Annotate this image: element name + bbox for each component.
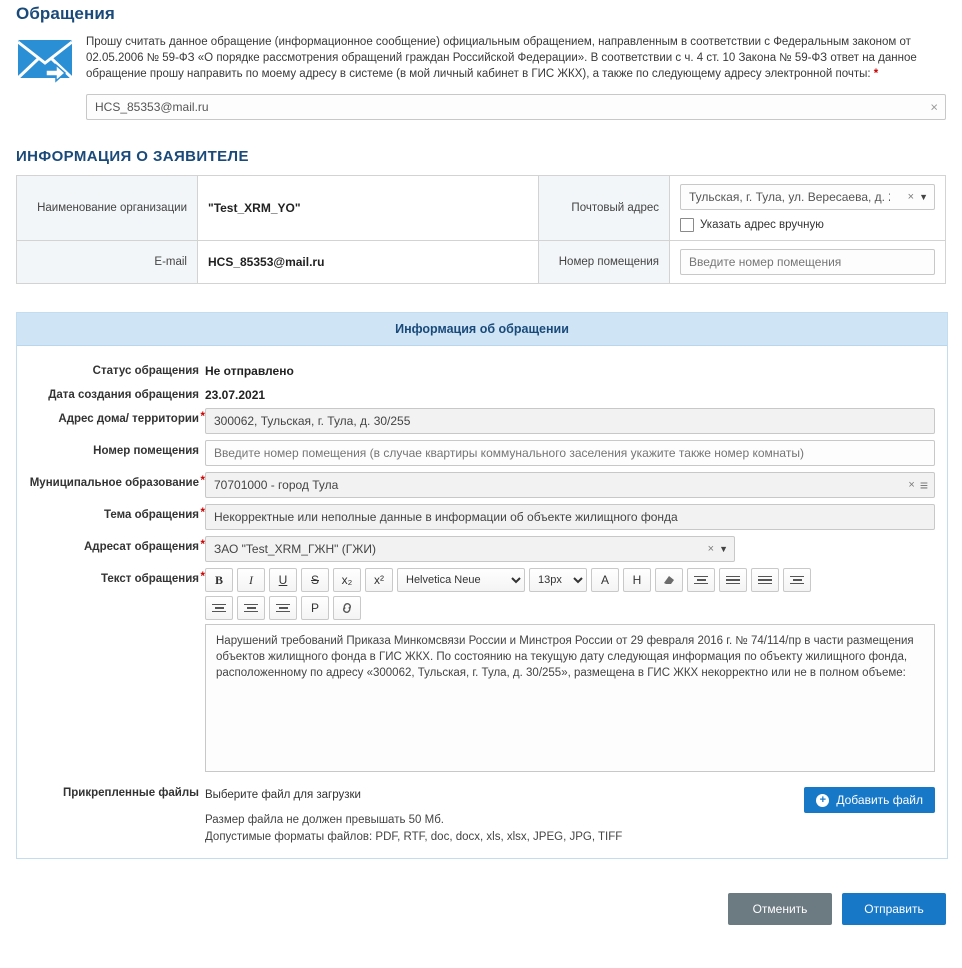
bold-label: B: [214, 572, 223, 587]
required-asterisk: *: [873, 68, 879, 80]
notice-text: [86, 30, 946, 82]
attachments-label: Прикрепленные файлы: [63, 787, 199, 799]
attachments-format-hint: Допустимые форматы файлов: PDF, RTF, doc, docx, xls, xlsx, JPEG, JPG, TIFF: [205, 831, 623, 843]
notice-paragraph: Прошу считать данное обращение (информационное сообщение) официальным обращением, направленным в соответствии с Федеральным законом от 02.05.2006 № 59-ФЗ «О порядке рассмотрения обращений граждан Российской Федерации». В соответствии с ч. 4 ст. 10 Закона № 59-ФЗ ответ на данное обращение прошу направить по моему адресу в системе (в мой личный кабинет в ГИС ЖКХ), а также по следующему адресу электронной почты:: [86, 36, 917, 80]
attachments-size-hint: Размер файла не должен превышать 50 Мб.: [205, 814, 445, 826]
cancel-button[interactable]: Отменить: [728, 893, 832, 925]
bold-button[interactable]: [205, 568, 233, 592]
appeal-panel-title: Информация об обращении: [17, 313, 947, 346]
list-icon[interactable]: ≡: [919, 477, 928, 493]
postal-address-select[interactable]: [680, 184, 935, 210]
align-right-icon[interactable]: [269, 596, 297, 620]
indent-decrease-icon[interactable]: [687, 568, 715, 592]
manual-address-checkbox[interactable]: [680, 218, 694, 232]
addressee-label-text: Адресат обращения: [83, 541, 199, 553]
subscript-label: x₂: [341, 573, 353, 587]
status-row: [29, 360, 935, 378]
created-date-value: 23.07.2021: [205, 388, 266, 402]
text-color-button[interactable]: [591, 568, 619, 592]
subject-input[interactable]: [205, 504, 935, 530]
org-label: Наименование организации: [17, 176, 198, 241]
required-asterisk: *: [200, 507, 205, 519]
numbered-list-icon[interactable]: [751, 568, 779, 592]
required-asterisk: *: [200, 571, 205, 583]
footer-actions: [16, 893, 946, 925]
postal-address-input[interactable]: [680, 184, 935, 210]
link-icon[interactable]: [333, 596, 361, 620]
superscript-button[interactable]: [365, 568, 393, 592]
italic-label: I: [249, 572, 253, 587]
paragraph-label: P: [310, 601, 319, 615]
strike-label: S: [310, 573, 319, 587]
appeal-text-editor[interactable]: [205, 624, 935, 772]
add-file-label: Добавить файл: [836, 793, 923, 807]
table-row: [17, 176, 946, 241]
postal-label: Почтовый адрес: [539, 176, 670, 241]
clear-icon[interactable]: ×: [907, 191, 915, 203]
postal-select-icons[interactable]: [908, 191, 928, 203]
municipality-row: [29, 472, 935, 498]
appeal-room-input[interactable]: [205, 440, 935, 466]
clear-icon[interactable]: ×: [908, 479, 915, 491]
addressee-label: [29, 536, 205, 553]
strikethrough-button[interactable]: [301, 568, 329, 592]
contact-email-row: [86, 94, 946, 120]
email-label: E-mail: [17, 241, 198, 284]
font-family-select[interactable]: [397, 568, 525, 592]
eraser-icon[interactable]: [655, 568, 683, 592]
room-label: Номер помещения: [539, 241, 670, 284]
municipality-label: [29, 472, 205, 489]
attachments-info: [205, 787, 804, 846]
chevron-down-icon[interactable]: ▼: [919, 192, 928, 202]
municipality-input[interactable]: [205, 472, 935, 498]
rich-text-editor: [205, 568, 935, 775]
address-label-text: Адрес дома/ территории: [58, 413, 199, 425]
align-left-icon[interactable]: [205, 596, 233, 620]
subject-field: [205, 504, 935, 530]
bullet-list-icon[interactable]: [719, 568, 747, 592]
clear-icon[interactable]: ×: [930, 99, 938, 115]
addressee-select-icons[interactable]: [708, 543, 728, 555]
address-field: [205, 408, 935, 434]
add-file-button-wrap: [804, 787, 935, 813]
address-row: [29, 408, 935, 434]
editor-toolbar-row-1: [205, 568, 935, 592]
email-value: HCS_85353@mail.ru: [198, 241, 539, 284]
highlight-label: H: [632, 573, 642, 587]
paragraph-button[interactable]: [301, 596, 329, 620]
text-color-label: A: [600, 573, 609, 587]
addressee-input[interactable]: [205, 536, 735, 562]
municipality-select[interactable]: [205, 472, 935, 498]
align-center-icon[interactable]: [237, 596, 265, 620]
subject-label: [29, 504, 205, 521]
addressee-row: [29, 536, 935, 562]
appeal-text-label-text: Текст обращения: [100, 573, 199, 585]
appeal-panel-body: [17, 346, 947, 858]
required-asterisk: *: [200, 411, 205, 423]
editor-toolbar-row-2: [205, 596, 935, 620]
appeal-text-label: [29, 568, 205, 585]
superscript-label: x²: [374, 573, 384, 587]
underline-button[interactable]: [269, 568, 297, 592]
submit-button[interactable]: Отправить: [842, 893, 946, 925]
required-asterisk: *: [200, 539, 205, 551]
municipality-select-icons[interactable]: [908, 477, 928, 493]
municipality-label-text: Муниципальное образование: [29, 477, 199, 489]
appeal-room-label: Номер помещения: [93, 445, 199, 457]
applicant-section-title: ИНФОРМАЦИЯ О ЗАЯВИТЕЛЕ: [16, 148, 249, 165]
room-cell: [670, 241, 946, 284]
applicant-room-input[interactable]: [680, 249, 935, 275]
required-asterisk: *: [200, 475, 205, 487]
appeal-room-row: [29, 440, 935, 466]
subject-row: [29, 504, 935, 530]
italic-button[interactable]: [237, 568, 265, 592]
appeal-text-row: [29, 568, 935, 775]
page-title: Обращения: [16, 4, 115, 23]
subject-label-text: Тема обращения: [103, 509, 199, 521]
org-value: "Test_XRM_YO": [198, 176, 539, 241]
attachments-row: [29, 787, 935, 846]
appeal-form-page: [0, 4, 962, 968]
notice-row: [16, 30, 946, 84]
subscript-button[interactable]: [333, 568, 361, 592]
underline-label: U: [278, 573, 288, 587]
postal-cell: [670, 176, 946, 241]
manual-address-label: Указать адрес вручную: [700, 219, 824, 231]
table-row: [17, 241, 946, 284]
chevron-down-icon[interactable]: ▼: [719, 544, 728, 554]
address-label: [29, 408, 205, 425]
clear-icon[interactable]: ×: [707, 543, 715, 555]
applicant-info-table: [16, 175, 946, 284]
highlight-button[interactable]: [623, 568, 651, 592]
contact-email-input[interactable]: [86, 94, 946, 120]
status-value: Не отправлено: [205, 364, 294, 378]
address-input[interactable]: [205, 408, 935, 434]
created-date-row: [29, 384, 935, 402]
add-file-button[interactable]: [804, 787, 935, 813]
attachments-choose-text: Выберите файл для загрузки: [205, 789, 361, 801]
envelope-arrow-icon: [16, 34, 74, 84]
indent-increase-icon[interactable]: [783, 568, 811, 592]
created-date-label: Дата создания обращения: [48, 389, 199, 401]
appeal-room-field: [205, 440, 935, 466]
addressee-select[interactable]: [205, 536, 735, 562]
addressee-field: [205, 536, 935, 562]
appeal-info-panel: [16, 312, 948, 859]
plus-icon: +: [816, 794, 829, 807]
status-label: Статус обращения: [92, 365, 199, 377]
manual-address-checkbox-row[interactable]: [680, 218, 935, 232]
font-size-select[interactable]: [529, 568, 587, 592]
